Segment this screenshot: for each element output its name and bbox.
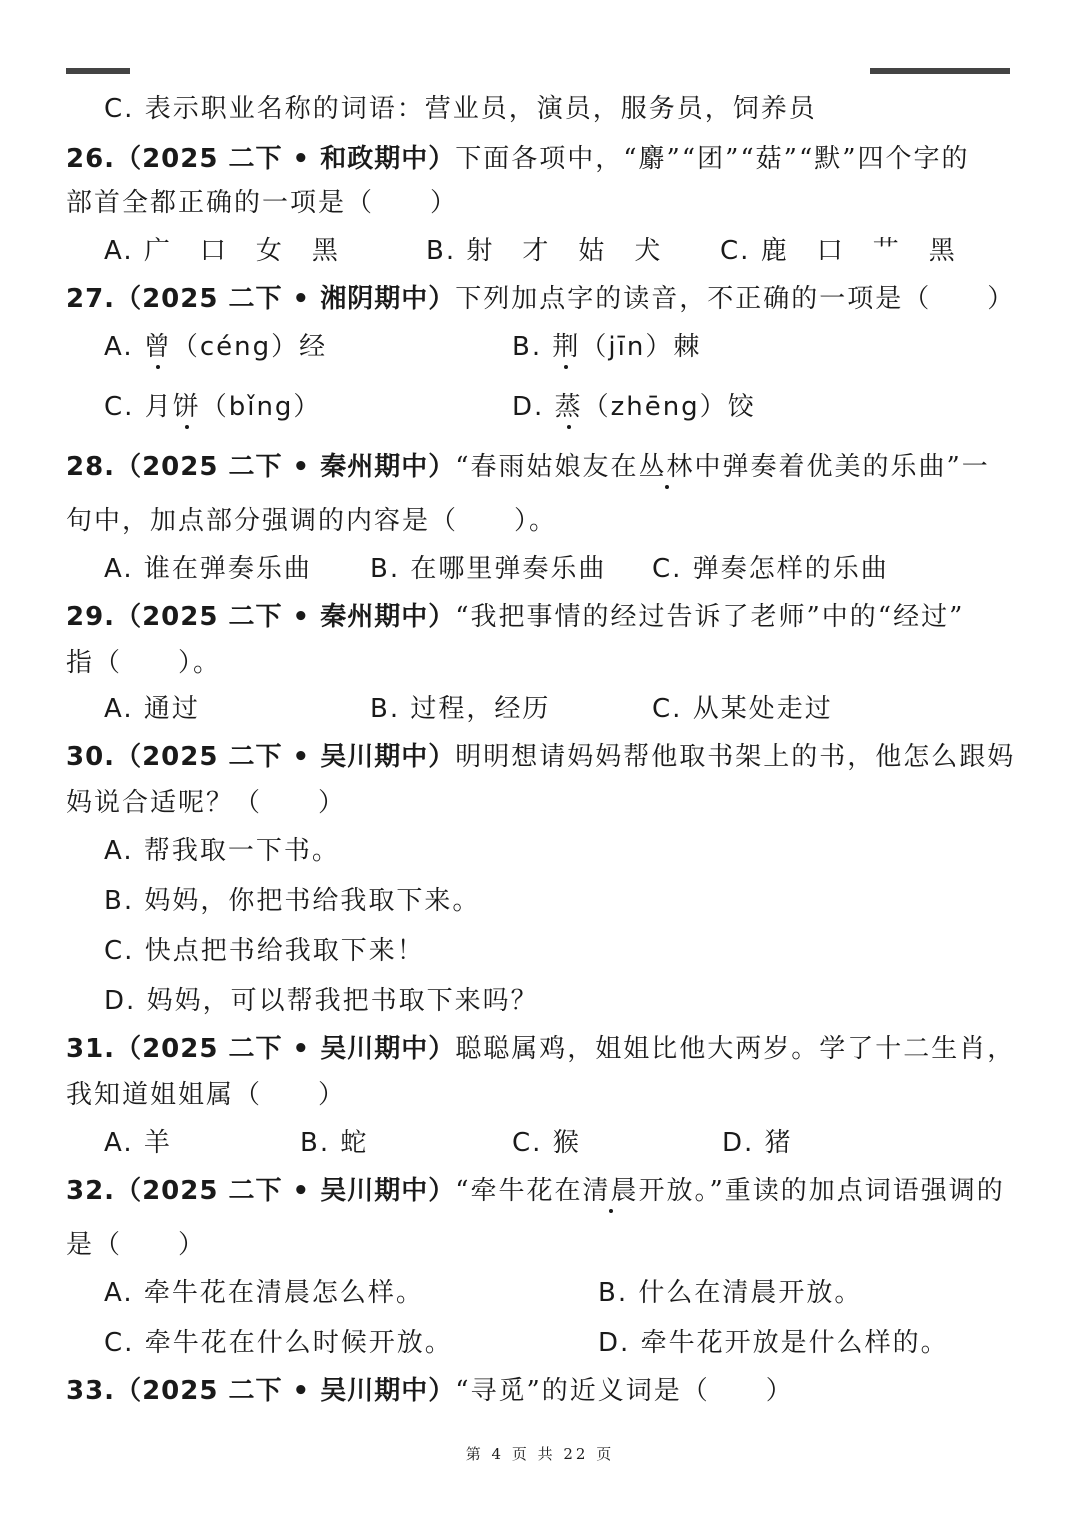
option-post: 饺 [727,392,756,422]
question-number: 27. [66,284,116,314]
option-text: 弹奏怎样的乐曲 [692,554,889,584]
question-text: “我把事情的经过告诉了老师”中的“经过” [455,602,965,632]
option-text: 猪 [764,1128,793,1158]
question-29-stem-line2: 指（ ）。 [66,648,222,678]
cropped-text-fragment [870,68,1010,74]
question-31-stem [66,1032,1015,1066]
question-text: 明明想请妈妈帮他取书架上的书，他怎么跟妈 [455,742,1016,772]
question-text: “春雨姑娘友 [455,452,611,482]
option-pre: 月 [144,392,173,422]
option-b [104,884,480,918]
option-text: 牵牛花在清晨怎么样。 [143,1278,424,1308]
dotted-character: 曾 [143,332,172,362]
option-text: 什么在清晨开放。 [638,1278,863,1308]
option-c [104,934,425,968]
question-source: （2025 二下 • 吴川期中） [115,1176,456,1206]
question-text: 聪聪属鸡，姐姐比他大两岁。学了十二生肖， [455,1034,1016,1064]
question-28-stem-line2: 句中，加点部分强调的内容是（ ）。 [66,506,558,536]
option-label: A. [104,332,134,362]
option-label: C. [720,236,751,266]
pinyin: （bǐng） [200,392,322,422]
dotted-character: 饼 [172,392,201,422]
question-number: 33. [66,1376,116,1406]
option-label: A. [104,694,134,724]
question-number: 32. [66,1176,116,1206]
option-text: 牵牛花开放是什么样的。 [640,1328,949,1358]
option-c [104,390,321,424]
option-b [598,1276,862,1310]
question-29-stem [66,600,964,634]
question-33-stem [66,1374,794,1408]
question-number: 30. [66,742,116,772]
option-text: 鹿 口 艹 黑 [760,236,957,266]
option-text: 帮我取一下书。 [143,836,340,866]
option-a [104,1126,172,1160]
page-footer: 第 4 页 共 22 页 [465,1445,615,1463]
option-label: B. [300,1128,331,1158]
pinyin: （zhēng） [582,392,728,422]
option-label: A. [104,554,134,584]
dotted-phrase: 在丛林中 [610,452,723,482]
dotted-character: 荆 [552,332,581,362]
option-d [598,1326,949,1360]
question-32-stem-line2: 是（ ） [66,1230,207,1260]
option-post: 棘 [673,332,702,362]
option-b [370,552,606,586]
option-d [512,390,756,424]
question-source: （2025 二下 • 湘阴期中） [115,284,456,314]
question-text: “牵牛花在 [455,1176,583,1206]
pinyin: （céng） [171,332,300,362]
question-number: 29. [66,602,116,632]
option-label: C. [104,1328,135,1358]
option-label: B. [370,694,401,724]
option-text: 妈妈，你把书给我取下来。 [144,886,481,916]
question-32-stem [66,1174,1005,1208]
option-label: A. [104,1128,134,1158]
question-26-stem [66,142,970,176]
option-c [512,1126,581,1160]
option-label: C. [512,1128,543,1158]
option-c [720,234,957,268]
option-text: 从某处走过 [692,694,833,724]
option-label: B. [104,886,135,916]
option-label: B. [426,236,457,266]
option-a [104,834,340,868]
question-source: （2025 二下 • 吴川期中） [115,1376,456,1406]
question-number: 31. [66,1034,116,1064]
option-text: 猴 [552,1128,581,1158]
option-c [104,92,817,126]
cropped-text-fragment [66,68,130,74]
option-a [104,234,340,268]
question-text: “寻觅”的近义词是（ ） [455,1376,794,1406]
option-b [300,1126,368,1160]
question-28-stem [66,450,990,484]
option-text: 快点把书给我取下来！ [144,936,425,966]
option-post: 经 [299,332,328,362]
question-source: （2025 二下 • 秦州期中） [115,602,456,632]
option-label: B. [598,1278,629,1308]
dotted-character: 蒸 [554,392,583,422]
option-text: 过程，经历 [410,694,551,724]
option-d [104,984,539,1018]
option-c [652,692,833,726]
question-26-stem-line2: 部首全都正确的一项是（ ） [66,188,459,218]
question-source: （2025 二下 • 秦州期中） [115,452,456,482]
question-text: 下列加点字的读音，不正确的一项是（ ） [455,284,1016,314]
option-text: 蛇 [340,1128,369,1158]
option-text: 谁在弹奏乐曲 [143,554,312,584]
option-text: 通过 [143,694,200,724]
question-text: 弹奏着优美的乐曲”一 [722,452,990,482]
option-c [104,1326,453,1360]
option-text: 羊 [143,1128,172,1158]
option-text: 在哪里弹奏乐曲 [410,554,607,584]
option-label: B. [370,554,401,584]
question-source: （2025 二下 • 和政期中） [115,144,456,174]
question-text: 下面各项中，“麝”“团”“菇”“默”四个字的 [455,144,970,174]
option-label: D. [598,1328,631,1358]
option-label: A. [104,836,134,866]
option-label: D. [722,1128,755,1158]
option-text: 表示职业名称的词语：营业员，演员，服务员，饲养员 [144,94,817,124]
dotted-phrase: 清晨 [582,1176,639,1206]
pinyin: （jīn） [580,332,674,362]
option-label: C. [652,554,683,584]
option-d [722,1126,793,1160]
option-a [104,552,312,586]
option-label: B. [512,332,543,362]
question-number: 26. [66,144,116,174]
option-b [370,692,550,726]
question-30-stem-line2: 妈说合适呢？（ ） [66,788,347,818]
question-30-stem [66,740,1015,774]
option-label: C. [652,694,683,724]
option-b [426,234,662,268]
option-label: D. [104,986,137,1016]
question-source: （2025 二下 • 吴川期中） [115,1034,456,1064]
option-c [652,552,889,586]
option-a [104,692,200,726]
option-a [104,1276,424,1310]
option-text: 广 口 女 黑 [143,236,340,266]
option-b [512,330,701,364]
option-a [104,330,327,364]
option-text: 牵牛花在什么时候开放。 [144,1328,453,1358]
option-label: C. [104,94,135,124]
question-31-stem-line2: 我知道姐姐属（ ） [66,1080,347,1110]
option-text: 妈妈，可以帮我把书取下来吗？ [146,986,539,1016]
option-label: C. [104,936,135,966]
option-label: A. [104,236,134,266]
option-label: C. [104,392,135,422]
question-27-stem [66,282,1015,316]
option-label: D. [512,392,545,422]
question-text: 开放。”重读的加点词语强调的 [638,1176,1005,1206]
question-source: （2025 二下 • 吴川期中） [115,742,456,772]
option-label: A. [104,1278,134,1308]
question-number: 28. [66,452,116,482]
option-text: 射 才 姑 犬 [466,236,663,266]
